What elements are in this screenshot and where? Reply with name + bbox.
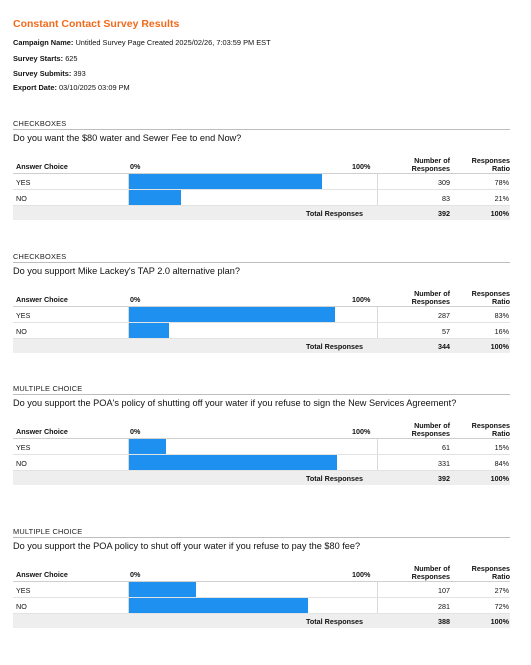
survey-submits-line [13,69,86,78]
total-responses-ratio: 100% [490,474,509,483]
number-header-line1: Number of [414,156,450,165]
response-bar-track [128,174,378,189]
response-ratio: 16% [494,327,509,336]
results-table [13,155,510,220]
response-ratio: 27% [494,586,509,595]
responses-ratio-header [455,157,510,172]
number-header-line2: Responses [411,571,450,581]
total-responses-row [13,206,510,220]
response-count: 287 [438,311,450,320]
response-bar-track [128,190,378,205]
hundred-percent-header: 100% [352,295,371,304]
ratio-header-line1: Responses [471,156,510,165]
answer-choice-header: Answer Choice [16,570,68,579]
ratio-header-line2: Ratio [492,428,510,438]
question-type: CHECKBOXES [13,252,67,261]
response-ratio: 83% [494,311,509,320]
export-date-line [13,83,130,92]
zero-percent-header: 0% [130,162,141,171]
answer-choice-header: Answer Choice [16,162,68,171]
number-header-line1: Number of [414,564,450,573]
total-responses-ratio: 100% [490,342,509,351]
number-of-responses-header [400,422,450,437]
total-responses-label: Total Responses [306,209,363,218]
response-ratio: 72% [494,602,509,611]
response-count: 309 [438,178,450,187]
ratio-header-line1: Responses [471,289,510,298]
survey-starts-label: Survey Starts: [13,54,64,63]
response-bar-track [128,307,378,322]
report-title: Constant Contact Survey Results [13,18,180,30]
answer-label: YES [16,586,31,595]
number-header-line2: Responses [411,163,450,173]
response-bar [129,190,181,205]
question-text: Do you want the $80 water and Sewer Fee to end Now? [13,129,510,145]
results-header-row [13,155,510,174]
survey-submits-label: Survey Submits: [13,69,72,78]
survey-starts-value: 625 [65,54,78,63]
total-responses-ratio: 100% [490,209,509,218]
response-count: 107 [438,586,450,595]
results-table [13,288,510,353]
answer-row [13,439,510,455]
export-date-label: Export Date: [13,83,57,92]
results-table [13,420,510,485]
hundred-percent-header: 100% [352,427,371,436]
response-ratio: 84% [494,459,509,468]
response-bar [129,598,308,613]
response-bar-track [128,323,378,338]
response-count: 331 [438,459,450,468]
response-bar [129,439,166,454]
answer-label: NO [16,602,27,611]
responses-ratio-header [455,290,510,305]
answer-choice-header: Answer Choice [16,427,68,436]
export-date-value: 03/10/2025 03:09 PM [59,83,130,92]
ratio-header-line1: Responses [471,564,510,573]
results-header-row [13,563,510,582]
number-header-line1: Number of [414,421,450,430]
response-ratio: 15% [494,443,509,452]
response-bar [129,582,196,597]
response-bar [129,323,169,338]
answer-row [13,455,510,471]
total-responses-row [13,614,510,628]
campaign-name-line [13,38,271,47]
question-section [13,526,510,628]
response-ratio: 21% [494,194,509,203]
response-count: 61 [442,443,450,452]
results-header-row [13,288,510,307]
responses-ratio-header [455,422,510,437]
results-table [13,563,510,628]
question-section [13,383,510,485]
response-bar-track [128,439,378,454]
answer-label: YES [16,311,31,320]
answer-label: YES [16,443,31,452]
response-ratio: 78% [494,178,509,187]
total-responses-ratio: 100% [490,617,509,626]
survey-submits-value: 393 [73,69,86,78]
response-bar [129,307,335,322]
response-bar-track [128,455,378,470]
number-of-responses-header [400,157,450,172]
ratio-header-line2: Ratio [492,571,510,581]
question-section [13,118,510,220]
answer-row [13,174,510,190]
answer-label: NO [16,194,27,203]
total-responses-label: Total Responses [306,617,363,626]
answer-row [13,598,510,614]
response-bar [129,455,337,470]
answer-choice-header: Answer Choice [16,295,68,304]
question-section [13,251,510,353]
number-of-responses-header [400,565,450,580]
campaign-name-label: Campaign Name: [13,38,74,47]
results-header-row [13,420,510,439]
answer-label: NO [16,327,27,336]
ratio-header-line2: Ratio [492,163,510,173]
question-type: CHECKBOXES [13,119,67,128]
ratio-header-line2: Ratio [492,296,510,306]
ratio-header-line1: Responses [471,421,510,430]
total-responses-count: 392 [438,474,450,483]
total-responses-row [13,339,510,353]
answer-row [13,323,510,339]
campaign-name-value: Untitled Survey Page Created 2025/02/26, 7:03:59 PM EST [75,38,271,47]
zero-percent-header: 0% [130,570,141,579]
response-count: 281 [438,602,450,611]
zero-percent-header: 0% [130,427,141,436]
total-responses-label: Total Responses [306,474,363,483]
total-responses-count: 392 [438,209,450,218]
response-bar-track [128,598,378,613]
number-header-line2: Responses [411,428,450,438]
survey-starts-line [13,54,78,63]
number-header-line2: Responses [411,296,450,306]
hundred-percent-header: 100% [352,570,371,579]
number-of-responses-header [400,290,450,305]
answer-label: NO [16,459,27,468]
question-type: MULTIPLE CHOICE [13,384,83,393]
total-responses-row [13,471,510,485]
total-responses-count: 344 [438,342,450,351]
answer-row [13,582,510,598]
response-count: 57 [442,327,450,336]
response-bar-track [128,582,378,597]
number-header-line1: Number of [414,289,450,298]
total-responses-label: Total Responses [306,342,363,351]
answer-row [13,307,510,323]
responses-ratio-header [455,565,510,580]
answer-row [13,190,510,206]
answer-label: YES [16,178,31,187]
hundred-percent-header: 100% [352,162,371,171]
zero-percent-header: 0% [130,295,141,304]
question-type: MULTIPLE CHOICE [13,527,83,536]
question-text: Do you support Mike Lackey's TAP 2.0 alternative plan? [13,262,510,278]
total-responses-count: 388 [438,617,450,626]
response-count: 83 [442,194,450,203]
question-text: Do you support the POA's policy of shutting off your water if you refuse to sign the New Services Agreement? [13,394,510,410]
question-text: Do you support the POA policy to shut off your water if you refuse to pay the $80 fee? [13,537,510,553]
response-bar [129,174,322,189]
